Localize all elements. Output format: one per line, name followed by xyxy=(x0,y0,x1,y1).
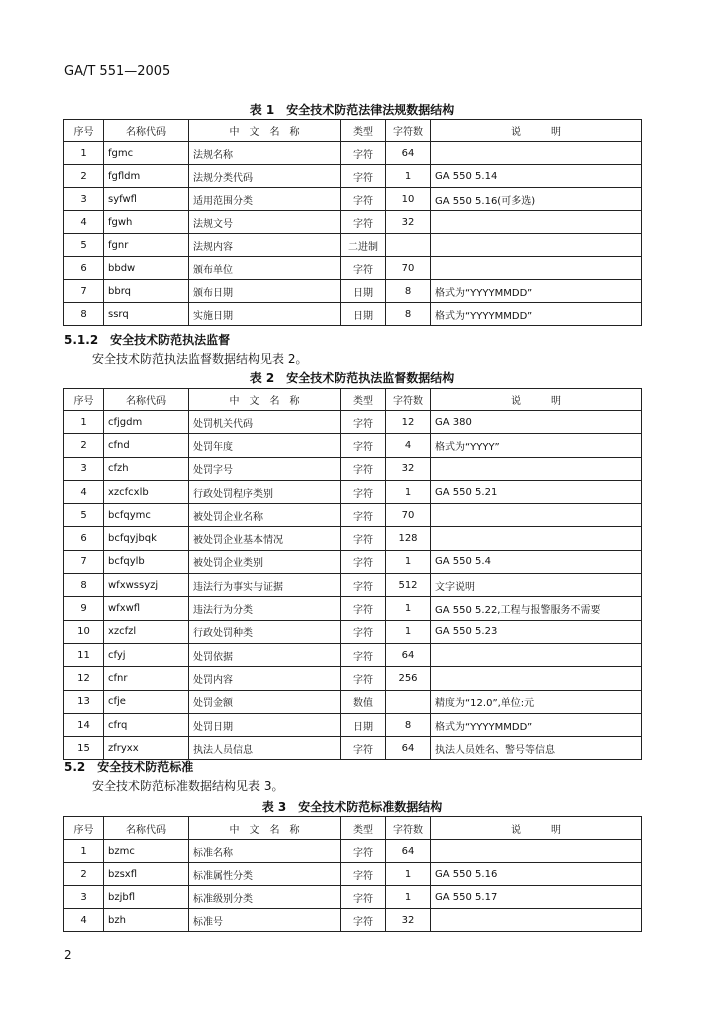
cell-row-number: 1 xyxy=(64,142,104,165)
cell-name-code: fgnr xyxy=(104,234,189,257)
section-5-2-heading: 5.2 安全技术防范标准 xyxy=(64,760,194,774)
cell-row-number: 2 xyxy=(64,165,104,188)
cell-row-number: 6 xyxy=(64,527,104,550)
cell-row-number: 7 xyxy=(64,550,104,573)
cell-row-number: 7 xyxy=(64,280,104,303)
table-row xyxy=(64,690,642,713)
cell-chinese-name: 颁布日期 xyxy=(189,280,341,303)
cell-data-type: 日期 xyxy=(341,303,386,326)
cell-row-number: 3 xyxy=(64,886,104,909)
table-row xyxy=(64,667,642,690)
cell-name-code: cfrq xyxy=(104,713,189,736)
cell-char-count: 1 xyxy=(386,597,431,620)
cell-description xyxy=(431,142,642,165)
cell-row-number: 5 xyxy=(64,234,104,257)
section-5-2-text: 安全技术防范标准数据结构见表 3。 xyxy=(92,779,284,793)
cell-char-count: 10 xyxy=(386,188,431,211)
cell-description: GA 550 5.22,工程与报警服务不需要 xyxy=(431,597,642,620)
header-char-count: 字符数 xyxy=(386,120,431,142)
cell-row-number: 12 xyxy=(64,667,104,690)
cell-description: GA 550 5.16(可多选) xyxy=(431,188,642,211)
cell-name-code: fgfldm xyxy=(104,165,189,188)
cell-name-code: wfxwfl xyxy=(104,597,189,620)
header-description: 说 明 xyxy=(431,120,642,142)
cell-chinese-name: 行政处罚程序类别 xyxy=(189,480,341,503)
cell-chinese-name: 处罚日期 xyxy=(189,713,341,736)
cell-description: 格式为“YYYYMMDD” xyxy=(431,303,642,326)
cell-data-type: 字符 xyxy=(341,411,386,434)
cell-data-type: 字符 xyxy=(341,550,386,573)
table-row xyxy=(64,863,642,886)
cell-description: 格式为“YYYYMMDD” xyxy=(431,713,642,736)
cell-description: GA 380 xyxy=(431,411,642,434)
cell-chinese-name: 实施日期 xyxy=(189,303,341,326)
cell-chinese-name: 违法行为事实与证据 xyxy=(189,574,341,597)
cell-chinese-name: 标准号 xyxy=(189,909,341,932)
cell-data-type: 字符 xyxy=(341,480,386,503)
cell-row-number: 5 xyxy=(64,504,104,527)
cell-chinese-name: 处罚内容 xyxy=(189,667,341,690)
cell-name-code: fgwh xyxy=(104,211,189,234)
cell-char-count: 64 xyxy=(386,737,431,760)
table-row xyxy=(64,886,642,909)
cell-row-number: 1 xyxy=(64,840,104,863)
cell-name-code: bzmc xyxy=(104,840,189,863)
cell-char-count: 64 xyxy=(386,840,431,863)
cell-chinese-name: 法规分类代码 xyxy=(189,165,341,188)
cell-row-number: 4 xyxy=(64,211,104,234)
cell-name-code: xzcfcxlb xyxy=(104,480,189,503)
table-row xyxy=(64,527,642,550)
header-description: 说 明 xyxy=(431,817,642,840)
table-row xyxy=(64,411,642,434)
cell-char-count: 1 xyxy=(386,480,431,503)
cell-description: 文字说明 xyxy=(431,574,642,597)
cell-chinese-name: 适用范围分类 xyxy=(189,188,341,211)
cell-row-number: 14 xyxy=(64,713,104,736)
cell-row-number: 8 xyxy=(64,574,104,597)
cell-description: 精度为“12.0”,单位:元 xyxy=(431,690,642,713)
cell-char-count: 256 xyxy=(386,667,431,690)
table-2-enforcement-supervision xyxy=(63,388,642,760)
cell-char-count: 8 xyxy=(386,303,431,326)
header-row-number: 序号 xyxy=(64,817,104,840)
cell-chinese-name: 处罚金额 xyxy=(189,690,341,713)
cell-description: 格式为“YYYY” xyxy=(431,434,642,457)
cell-char-count: 8 xyxy=(386,280,431,303)
cell-name-code: bzjbfl xyxy=(104,886,189,909)
cell-data-type: 字符 xyxy=(341,457,386,480)
cell-chinese-name: 处罚年度 xyxy=(189,434,341,457)
cell-chinese-name: 处罚机关代码 xyxy=(189,411,341,434)
table-header-row xyxy=(64,120,642,142)
cell-char-count xyxy=(386,690,431,713)
table-2-caption: 表 2 安全技术防范执法监督数据结构 xyxy=(249,371,455,385)
cell-description xyxy=(431,667,642,690)
cell-name-code: bcfqylb xyxy=(104,550,189,573)
cell-chinese-name: 标准名称 xyxy=(189,840,341,863)
cell-name-code: cfjgdm xyxy=(104,411,189,434)
cell-char-count: 1 xyxy=(386,620,431,643)
cell-description: GA 550 5.17 xyxy=(431,886,642,909)
cell-char-count: 1 xyxy=(386,863,431,886)
cell-data-type: 字符 xyxy=(341,597,386,620)
cell-chinese-name: 处罚依据 xyxy=(189,643,341,666)
header-name-code: 名称代码 xyxy=(104,389,189,411)
cell-data-type: 字符 xyxy=(341,434,386,457)
cell-name-code: syfwfl xyxy=(104,188,189,211)
cell-name-code: bcfqymc xyxy=(104,504,189,527)
cell-name-code: bcfqyjbqk xyxy=(104,527,189,550)
cell-name-code: bzsxfl xyxy=(104,863,189,886)
document-header: GA/T 551—2005 xyxy=(64,64,171,79)
cell-row-number: 4 xyxy=(64,480,104,503)
cell-chinese-name: 标准级别分类 xyxy=(189,886,341,909)
cell-description: 格式为“YYYYMMDD” xyxy=(431,280,642,303)
cell-name-code: cfyj xyxy=(104,643,189,666)
header-row-number: 序号 xyxy=(64,120,104,142)
cell-data-type: 字符 xyxy=(341,643,386,666)
cell-description: GA 550 5.16 xyxy=(431,863,642,886)
cell-data-type: 字符 xyxy=(341,527,386,550)
cell-char-count: 32 xyxy=(386,211,431,234)
cell-data-type: 字符 xyxy=(341,886,386,909)
header-name-code: 名称代码 xyxy=(104,120,189,142)
cell-data-type: 字符 xyxy=(341,142,386,165)
cell-chinese-name: 被处罚企业类别 xyxy=(189,550,341,573)
cell-data-type: 字符 xyxy=(341,504,386,527)
cell-chinese-name: 被处罚企业基本情况 xyxy=(189,527,341,550)
table-1-caption: 表 1 安全技术防范法律法规数据结构 xyxy=(249,103,455,117)
section-5-1-2-heading: 5.1.2 安全技术防范执法监督 xyxy=(64,333,231,347)
table-row xyxy=(64,713,642,736)
cell-chinese-name: 被处罚企业名称 xyxy=(189,504,341,527)
cell-data-type: 日期 xyxy=(341,713,386,736)
header-chinese-name: 中 文 名 称 xyxy=(189,389,341,411)
cell-data-type: 数值 xyxy=(341,690,386,713)
cell-chinese-name: 行政处罚种类 xyxy=(189,620,341,643)
cell-name-code: cfnd xyxy=(104,434,189,457)
table-row xyxy=(64,504,642,527)
cell-char-count: 8 xyxy=(386,713,431,736)
cell-data-type: 日期 xyxy=(341,280,386,303)
cell-description xyxy=(431,527,642,550)
cell-chinese-name: 违法行为分类 xyxy=(189,597,341,620)
header-char-count: 字符数 xyxy=(386,817,431,840)
cell-data-type: 字符 xyxy=(341,863,386,886)
header-char-count: 字符数 xyxy=(386,389,431,411)
header-description: 说 明 xyxy=(431,389,642,411)
cell-chinese-name: 颁布单位 xyxy=(189,257,341,280)
cell-data-type: 字符 xyxy=(341,840,386,863)
cell-row-number: 9 xyxy=(64,597,104,620)
cell-name-code: bbrq xyxy=(104,280,189,303)
cell-row-number: 15 xyxy=(64,737,104,760)
header-chinese-name: 中 文 名 称 xyxy=(189,120,341,142)
cell-row-number: 4 xyxy=(64,909,104,932)
cell-data-type: 字符 xyxy=(341,620,386,643)
section-5-1-2-text: 安全技术防范执法监督数据结构见表 2。 xyxy=(92,352,308,366)
table-header-row xyxy=(64,817,642,840)
cell-description xyxy=(431,257,642,280)
cell-name-code: cfnr xyxy=(104,667,189,690)
cell-char-count: 64 xyxy=(386,142,431,165)
cell-chinese-name: 法规文号 xyxy=(189,211,341,234)
cell-row-number: 10 xyxy=(64,620,104,643)
cell-char-count: 1 xyxy=(386,886,431,909)
cell-char-count: 128 xyxy=(386,527,431,550)
cell-description xyxy=(431,457,642,480)
cell-char-count: 64 xyxy=(386,643,431,666)
table-row xyxy=(64,165,642,188)
cell-data-type: 字符 xyxy=(341,737,386,760)
table-3-caption: 表 3 安全技术防范标准数据结构 xyxy=(261,800,443,814)
table-header-row xyxy=(64,389,642,411)
table-row xyxy=(64,211,642,234)
cell-row-number: 11 xyxy=(64,643,104,666)
table-3-standards xyxy=(63,816,642,932)
table-row xyxy=(64,188,642,211)
cell-name-code: zfryxx xyxy=(104,737,189,760)
cell-chinese-name: 标准属性分类 xyxy=(189,863,341,886)
cell-name-code: ssrq xyxy=(104,303,189,326)
cell-char-count: 512 xyxy=(386,574,431,597)
cell-char-count: 4 xyxy=(386,434,431,457)
cell-row-number: 6 xyxy=(64,257,104,280)
cell-data-type: 字符 xyxy=(341,188,386,211)
cell-char-count xyxy=(386,234,431,257)
cell-row-number: 2 xyxy=(64,434,104,457)
cell-data-type: 字符 xyxy=(341,909,386,932)
cell-chinese-name: 法规内容 xyxy=(189,234,341,257)
cell-description: GA 550 5.21 xyxy=(431,480,642,503)
cell-description xyxy=(431,211,642,234)
cell-char-count: 1 xyxy=(386,550,431,573)
cell-description: GA 550 5.23 xyxy=(431,620,642,643)
table-1-legal-regulations xyxy=(63,119,642,326)
cell-description: GA 550 5.14 xyxy=(431,165,642,188)
cell-name-code: bzh xyxy=(104,909,189,932)
header-chinese-name: 中 文 名 称 xyxy=(189,817,341,840)
cell-row-number: 3 xyxy=(64,188,104,211)
table-row xyxy=(64,597,642,620)
cell-name-code: bbdw xyxy=(104,257,189,280)
table-row xyxy=(64,457,642,480)
cell-char-count: 70 xyxy=(386,257,431,280)
table-row xyxy=(64,909,642,932)
cell-row-number: 1 xyxy=(64,411,104,434)
cell-description: GA 550 5.4 xyxy=(431,550,642,573)
page-number: 2 xyxy=(64,948,72,962)
cell-data-type: 字符 xyxy=(341,165,386,188)
cell-description xyxy=(431,909,642,932)
cell-description xyxy=(431,234,642,257)
table-row xyxy=(64,234,642,257)
cell-data-type: 字符 xyxy=(341,667,386,690)
cell-data-type: 字符 xyxy=(341,257,386,280)
cell-row-number: 2 xyxy=(64,863,104,886)
cell-char-count: 32 xyxy=(386,909,431,932)
cell-row-number: 8 xyxy=(64,303,104,326)
cell-name-code: xzcfzl xyxy=(104,620,189,643)
cell-chinese-name: 执法人员信息 xyxy=(189,737,341,760)
table-row xyxy=(64,643,642,666)
cell-description xyxy=(431,504,642,527)
cell-description: 执法人员姓名、警号等信息 xyxy=(431,737,642,760)
cell-chinese-name: 法规名称 xyxy=(189,142,341,165)
cell-data-type: 二进制 xyxy=(341,234,386,257)
table-row xyxy=(64,574,642,597)
table-row xyxy=(64,303,642,326)
cell-name-code: cfzh xyxy=(104,457,189,480)
cell-row-number: 3 xyxy=(64,457,104,480)
cell-char-count: 70 xyxy=(386,504,431,527)
cell-name-code: cfje xyxy=(104,690,189,713)
cell-row-number: 13 xyxy=(64,690,104,713)
header-row-number: 序号 xyxy=(64,389,104,411)
table-row xyxy=(64,840,642,863)
table-row xyxy=(64,550,642,573)
header-data-type: 类型 xyxy=(341,389,386,411)
cell-char-count: 1 xyxy=(386,165,431,188)
table-row xyxy=(64,434,642,457)
cell-char-count: 32 xyxy=(386,457,431,480)
table-row xyxy=(64,620,642,643)
table-row xyxy=(64,737,642,760)
table-row xyxy=(64,257,642,280)
table-row xyxy=(64,280,642,303)
table-row xyxy=(64,480,642,503)
header-data-type: 类型 xyxy=(341,817,386,840)
cell-name-code: wfxwssyzj xyxy=(104,574,189,597)
cell-data-type: 字符 xyxy=(341,574,386,597)
cell-char-count: 12 xyxy=(386,411,431,434)
cell-name-code: fgmc xyxy=(104,142,189,165)
header-data-type: 类型 xyxy=(341,120,386,142)
cell-data-type: 字符 xyxy=(341,211,386,234)
cell-chinese-name: 处罚字号 xyxy=(189,457,341,480)
table-row xyxy=(64,142,642,165)
cell-description xyxy=(431,643,642,666)
cell-description xyxy=(431,840,642,863)
header-name-code: 名称代码 xyxy=(104,817,189,840)
